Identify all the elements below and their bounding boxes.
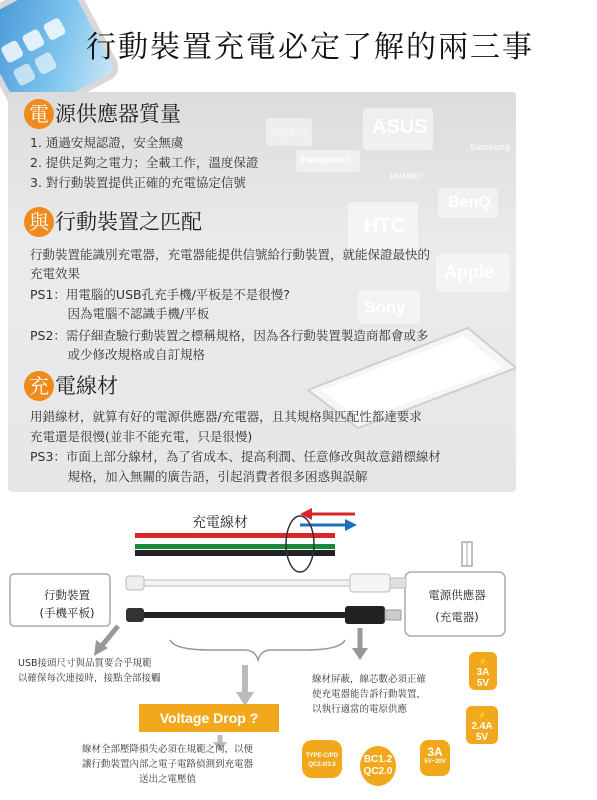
badge-typec-pd (302, 740, 342, 778)
badge-line-1: TYPE-C/PD (305, 753, 338, 759)
section-2-line-4: 因為電腦不認識手機/平板 (30, 306, 210, 321)
badge-line-2: 5V (475, 732, 489, 743)
section-3-line-2: 充電還是很慢(並非不能充電，只是很慢) (30, 429, 253, 444)
section-2-line-5: PS2：需仔細查驗行動裝置之標稱規格，因為各行動裝置製造商都會或多 (30, 328, 429, 343)
brand-nokia: Nokia (270, 124, 309, 140)
section-2-line-1: 行動裝置能識別充電器，充電器能提供信號給行動裝置，就能保證最快的 (30, 247, 431, 262)
shield-note-line-3: 以執行適當的電原供應 (312, 704, 408, 715)
brand-htc: HTC (364, 215, 406, 237)
device-box-label (22, 586, 112, 622)
section-title-rest: 電線材 (55, 374, 118, 398)
section-title-cable (24, 370, 118, 401)
badge-3a-5v-20v (420, 740, 450, 776)
badge-line-2: 5V~20V (424, 759, 446, 765)
drop-note-line-2: 讓行動裝置內部之電子電路偵測到充電器 (82, 759, 254, 770)
section-title-rest: 源供應器質量 (55, 102, 181, 126)
bolt-icon: ⚡ (478, 657, 488, 666)
voltage-drop-banner: Voltage Drop ? (139, 704, 279, 732)
section-1-line-3: 3. 對行動裝置提供正確的充電協定信號 (30, 175, 246, 190)
section-title-rest: 行動裝置之匹配 (55, 210, 202, 234)
section-title-first-char: 與 (24, 207, 54, 237)
section-2-line-6: 或少修改規格或自訂規格 (30, 347, 206, 362)
bolt-icon: ⚡ (477, 711, 487, 720)
badge-2.4a-5v (466, 706, 498, 744)
brand-asus: ASUS (372, 116, 428, 138)
supply-line-2: (充電器) (435, 610, 479, 624)
brand-apple: Apple (444, 262, 495, 282)
supply-box-label (407, 584, 507, 628)
section-2-line-3: PS1：用電腦的USB孔充手機/平板是不是很慢? (30, 287, 290, 302)
badge-line-1: 2.4A (471, 721, 493, 732)
usb-note-line-1: USB接頭尺寸與品質要合乎規範 (18, 658, 152, 669)
section-1-line-1: 1. 通過安規認證，安全無虞 (30, 135, 184, 150)
section-title-power-quality (24, 98, 181, 129)
brand-sony: Sony (364, 298, 406, 317)
badge-line-1: 3A (476, 667, 490, 678)
badge-bc12-qc20 (360, 746, 396, 786)
brand-samsung: Samsung (470, 142, 511, 152)
badge-line-2: QC2.0 (363, 766, 393, 777)
section-2-line-2: 充電效果 (30, 266, 81, 281)
brand-benq: BenQ (448, 194, 491, 211)
drop-note (82, 742, 253, 787)
device-line-1: 行動裝置 (44, 588, 90, 602)
section-title-first-char: 充 (24, 371, 54, 401)
section-3-line-3: PS3：市面上部分線材，為了省成本、提高利潤、任意修改與故意錯標線材 (30, 449, 441, 464)
section-title-first-char: 電 (24, 99, 54, 129)
section-title-device-match (24, 206, 202, 237)
section-3-line-1: 用錯線材，就算有好的電源供應器/充電器，且其規格與匹配性都達要求 (30, 409, 422, 424)
brand-huawei: HUAWEI (390, 172, 422, 181)
device-line-2: (手機平板) (39, 606, 95, 620)
shield-note-line-2: 使充電器能告訴行動裝置， (312, 689, 427, 700)
badge-line-1: 3A (427, 745, 443, 759)
drop-note-line-3: 送出之電壓值 (139, 774, 197, 785)
badge-line-2: 5V (476, 678, 490, 689)
badge-line-1: BC1.2 (363, 754, 393, 765)
drop-note-line-1: 線材全部壓降損失必須在規範之內，以便 (82, 744, 254, 755)
shield-note (312, 672, 426, 717)
section-3-line-4: 規格，加入無關的廣告語，引起消費者很多困惑與誤解 (30, 469, 368, 484)
section-1-line-2: 2. 提供足夠之電力；全載工作，溫度保證 (30, 155, 259, 170)
badge-line-2: QC2.0/3.0 (308, 762, 336, 768)
cable-label: 充電線材 (192, 515, 248, 531)
brand-panasonic: Panasonic (300, 155, 351, 166)
arrow-left-icon (300, 508, 355, 520)
usb-note-line-2: 以確保每次連接時，接點全部接觸 (18, 673, 161, 684)
supply-line-1: 電源供應器 (428, 588, 486, 602)
badge-3a-5v (469, 652, 497, 690)
shield-note-line-1: 線材屏蔽，線芯數必須正確 (312, 674, 427, 685)
page-title: 行動裝置充電必定了解的兩三事 (86, 30, 534, 65)
usb-note (18, 656, 161, 686)
